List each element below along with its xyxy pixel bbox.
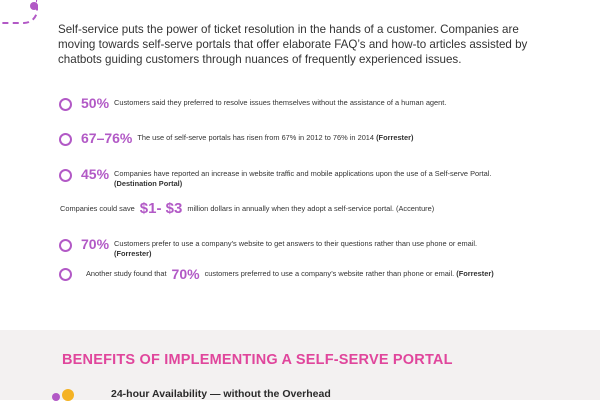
stat-text-body: Customers prefer to use a company’s website to get answers to their questions rather than use phone or email.: [114, 239, 478, 248]
stat-item: [59, 166, 491, 189]
stat-source: (Forrester): [376, 133, 414, 142]
stat-value: 70%: [81, 236, 110, 252]
stat-text-body: customers preferred to use a company’s website rather than phone or email.: [204, 269, 455, 278]
savings-suffix: million dollars in annually when they adopt a self-service portal. (Accenture): [187, 204, 435, 213]
stat-text: Customers said they preferred to resolve issues themselves without the assistance of a human agent.: [114, 98, 447, 107]
availability-icon: [62, 389, 74, 401]
benefits-title: BENEFITS OF IMPLEMENTING A SELF-SERVE PORTAL: [62, 352, 453, 368]
stat-text-body: The use of self-serve portals has risen from 67% in 2012 to 76% in 2014: [137, 133, 375, 142]
stat-value: 67–76%: [81, 130, 133, 146]
stat-source: (Destination Portal): [114, 179, 183, 188]
savings-stat: [60, 201, 434, 217]
stat-source: (Forrester): [114, 249, 152, 258]
savings-prefix: Companies could save: [60, 204, 135, 213]
stat-text: [137, 133, 413, 143]
intro-paragraph: Self-service puts the power of ticket resolution in the hands of a customer. Companies are moving towards self-serve portals that offer elaborate FAQ’s and how-to articles assisted by chatbots guiding customers through nuances of frequently experienced issues.: [58, 23, 528, 66]
stat-value: 45%: [81, 166, 110, 182]
decorative-dot: [30, 2, 38, 10]
stat-text: [114, 169, 491, 189]
stat-item: [59, 236, 477, 259]
stat-value: 70%: [171, 266, 200, 282]
savings-value: $1- $3: [139, 200, 183, 217]
circle-bullet-icon: [59, 268, 72, 281]
stat-text: [205, 269, 494, 279]
stat-text: [114, 239, 477, 259]
stat-text-body: Companies have reported an increase in website traffic and mobile applications upon the use of a Self-serve Portal.: [114, 169, 492, 178]
stat-prefix: Another study found that: [86, 269, 167, 278]
stat-value: 50%: [81, 95, 110, 111]
circle-bullet-icon: [59, 133, 72, 146]
stat-item: [59, 95, 446, 111]
stat-item: [59, 266, 494, 282]
circle-bullet-icon: [59, 169, 72, 182]
circle-bullet-icon: [59, 239, 72, 252]
benefit-item: 24-hour Availability — without the Overhead: [111, 388, 331, 400]
stat-source: (Forrester): [456, 269, 494, 278]
stat-item: [59, 130, 413, 146]
circle-bullet-icon: [59, 98, 72, 111]
